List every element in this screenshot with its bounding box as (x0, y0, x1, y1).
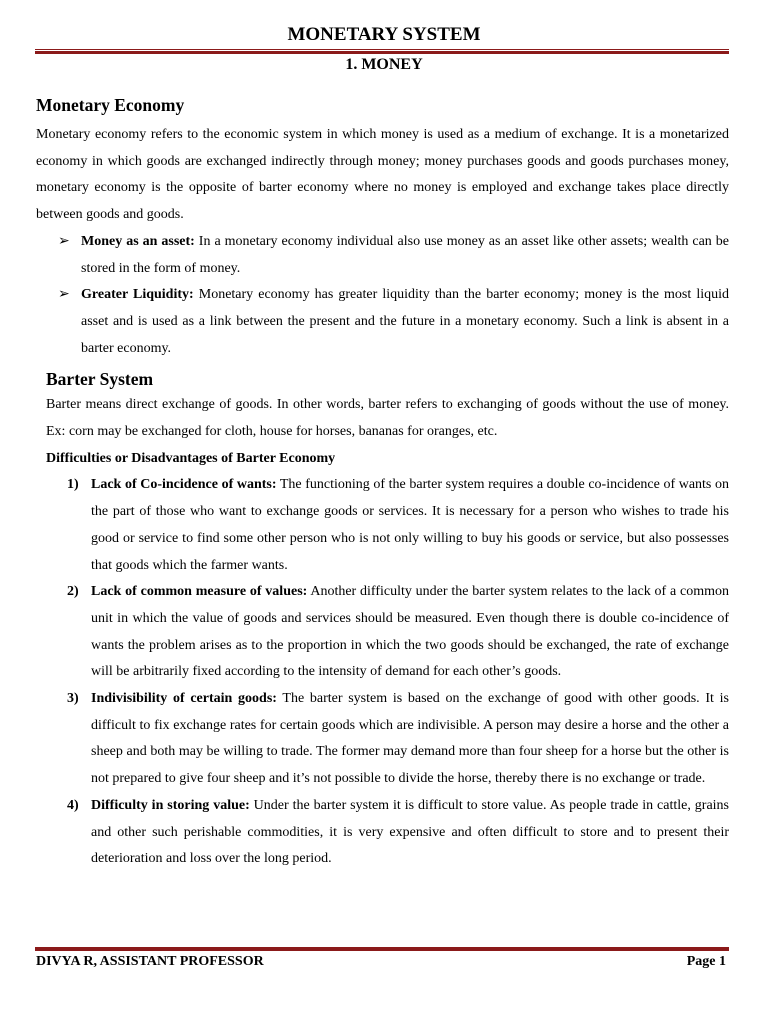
header-rule (35, 49, 729, 54)
item-number: 2) (67, 584, 79, 600)
bullet-item (36, 229, 729, 282)
arrow-bullet-icon: ➢ (58, 233, 70, 249)
footer-author: DIVYA R, ASSISTANT PROFESSOR (36, 954, 264, 969)
item-text: Another difficulty under the barter system relates to the lack of a common unit in which the value of goods and services should be measured. Even though there is double co-incidence of wants the problem arises as to the proportion in which the two goods should be exchanged, the rate of exchange will be arbitrarily fixed according to the intensity of demand for each other’s goods. (91, 584, 729, 680)
item-text: Under the barter system it is difficult to store value. As people trade in cattle, grains and other such perishable commodities, it is very expensive and often difficult to store and to present their deterioration and loss over the long period. (91, 797, 730, 867)
bullet-text: In a monetary economy individual also use money as an asset like other assets; wealth can be stored in the form of money. (81, 233, 729, 276)
section-title: 1. MONEY (345, 56, 423, 73)
list-item (46, 793, 729, 873)
item-text: The barter system is based on the exchange of good with other goods. It is difficult to fix exchange rates for certain goods which are indivisible. A person may desire a horse and the other a sheep and both may be willing to trade. The former may demand more than four sheep for a horse but the other is not prepared to give four sheep and it’s not possible to divide the horse, thereby there is no exchange or trade. (91, 691, 729, 787)
item-term: Difficulty in storing value: (91, 797, 250, 813)
barter-section (46, 366, 729, 873)
item-term: Lack of common measure of values: (91, 584, 308, 600)
arrow-bullet-icon: ➢ (58, 287, 70, 303)
bullet-item (36, 282, 729, 362)
monetary-economy-paragraph: Monetary economy refers to the economic system in which money is used as a medium of exchange. It is a monetarized economy in which goods are exchanged indirectly through money; money purchases goods and goods purchases money, monetary economy is the opposite of barter economy where no money is employed and exchange takes place directly between goods and goods. (36, 127, 729, 223)
item-number: 1) (67, 477, 79, 493)
footer-rule (35, 946, 729, 951)
page-footer (36, 954, 726, 970)
disadvantages-subheading: Difficulties or Disadvantages of Barter Economy (46, 450, 336, 466)
item-text: The functioning of the barter system requires a double co-incidence of wants on the part of those who want to exchange goods or services. It is necessary for a person who wishes to trade his good or service to find some other person who is not only willing to buy his goods or service, but also possesses that goods which the farmer wants. (91, 477, 729, 573)
list-item (46, 472, 729, 579)
bullet-term: Greater Liquidity: (81, 287, 194, 303)
list-item (46, 686, 729, 793)
bullet-term: Money as an asset: (81, 233, 195, 249)
item-term: Indivisibility of certain goods: (91, 691, 277, 707)
disadvantages-list (46, 472, 729, 873)
list-item (46, 579, 729, 686)
page-title: MONETARY SYSTEM (287, 24, 481, 45)
monetary-economy-bullets (36, 229, 729, 363)
barter-paragraph: Barter means direct exchange of goods. In other words, barter refers to exchanging of goods without the use of money. Ex: corn may be exchanged for cloth, house for horses, bananas for oranges, etc. (46, 397, 729, 440)
item-number: 4) (67, 797, 79, 813)
barter-system-heading: Barter System (46, 369, 154, 390)
document-body (36, 92, 729, 873)
monetary-economy-heading: Monetary Economy (36, 95, 185, 115)
page-number: Page 1 (686, 954, 726, 969)
item-number: 3) (67, 691, 79, 707)
item-term: Lack of Co-incidence of wants: (91, 477, 277, 493)
bullet-text: Monetary economy has greater liquidity than the barter economy; money is the most liquid asset and is used as a link between the present and the future in a monetary economy. Such a link is absent in a barter economy. (81, 287, 729, 356)
